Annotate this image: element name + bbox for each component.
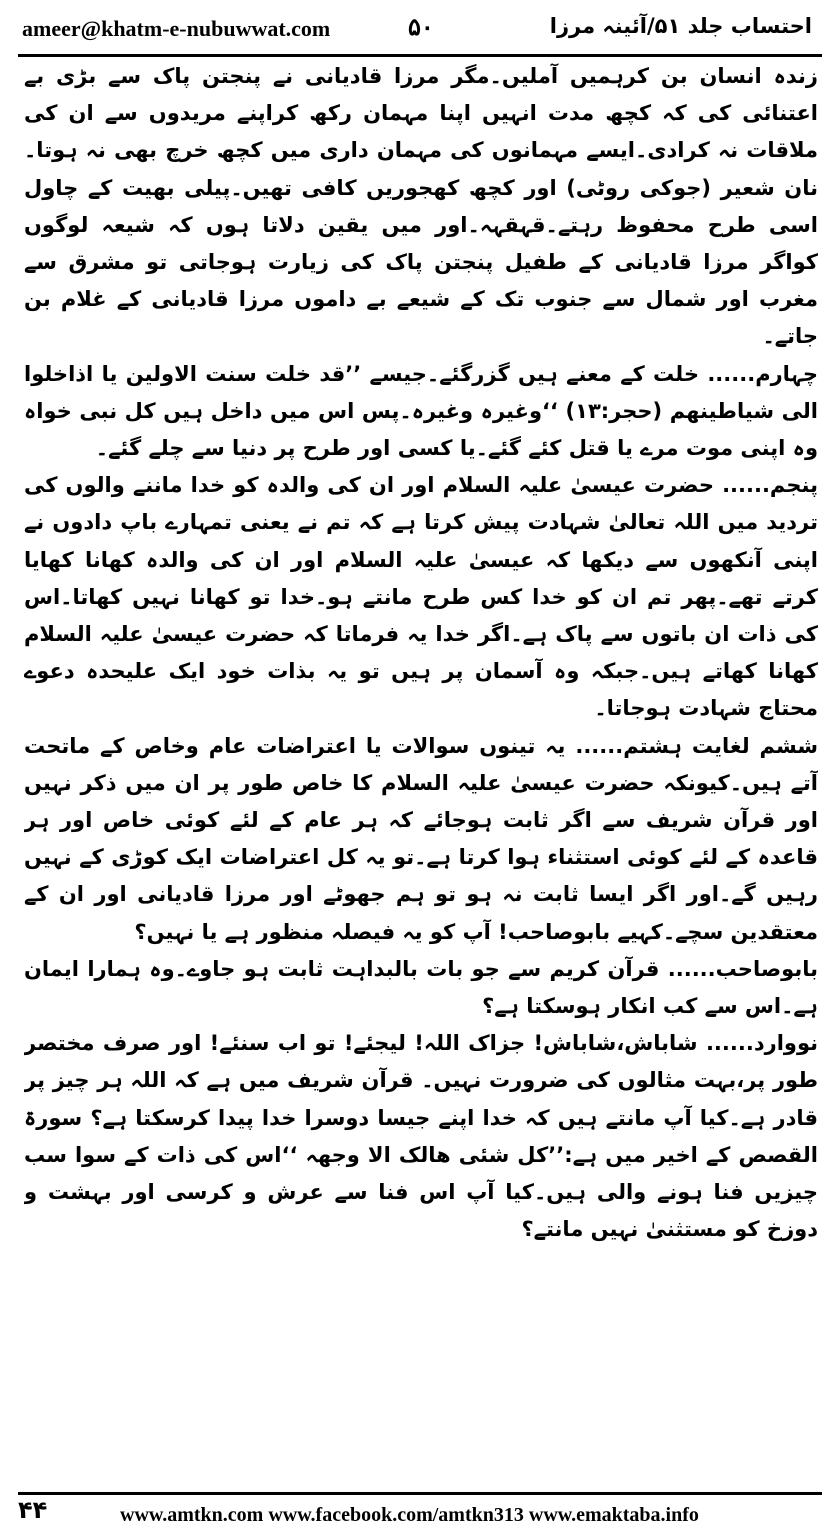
page-header [0,0,840,56]
paragraph: پنجم...... حضرت عیسیٰ علیہ السلام اور ان کی والدہ کو خدا ماننے والوں کی تردید میں اللہ تعالیٰ شہادت پیش کرتا ہے کہ تم نے یعنی تمہارے باپ دادوں نے اپنی آنکھوں سے دیکھا کہ عیسیٰ علیہ السلام اور ان کی والدہ کھانا کھایا کرتے تھے۔پھر تم ان کو خدا کس طرح مانتے ہو۔خدا تو کھانا نہیں کھاتا۔اس کی ذات ان باتوں سے پاک ہے۔اگر خدا یہ فرماتا کہ حضرت عیسیٰ علیہ السلام کھانا کھاتے ہیں۔جبکہ وہ آسمان پر ہیں تو یہ بذات خود ایک علیحدہ دعوے محتاج شہادت ہوجاتا۔ [24,473,818,721]
paragraph: ششم لغایت ہشتم...... یہ تینوں سوالات یا اعتراضات عام وخاص کے ماتحت آتے ہیں۔کیونکہ حضرت عیسیٰ علیہ السلام کا خاص طور پر ان میں ذکر نہیں اور قرآن شریف سے اگر ثابت ہوجائے کہ ہر عام کے لئے کوئی خاص اور ہر قاعدہ کے لئے کوئی استثناء ہوا کرتا ہے۔تو یہ کل اعتراضات ایک کوڑی کے نہیں رہیں گے۔اور اگر ایسا ثابت نہ ہو تو ہم جھوٹے اور مرزا قادیانی اور ان کے معتقدین سچے۔کہیے بابوصاحب! آپ کو یہ فیصلہ منظور ہے یا نہیں؟ [24,733,818,944]
page-number: ۵۰ [408,12,434,41]
paragraph: نووارد...... شاباش،شاباش! جزاک اللہ! لیجئے! تو اب سنئے! اور صرف مختصر طور پر،بہت مثالوں کی ضرورت نہیں۔ قرآن شریف میں ہے کہ اللہ ہر چیز پر قادر ہے۔کیا آپ مانتے ہیں کہ خدا اپنے جیسا دوسرا خدا پیدا کرسکتا ہے؟ سورۃ القصص کے اخیر میں ہے:’’کل شئی ھالک الا وجھہ ‘‘اس کی ذات کے سوا سب چیزیں فنا ہونے والی ہیں۔کیا آپ اس فنا سے عرش و کرسی اور بہشت و دوزخ کو مستثنیٰ نہیں مانتے؟ [24,1031,818,1242]
book-title: احتساب جلد ۵۱/آئینہ مرزا [549,14,812,38]
paragraph: چہارم...... خلت کے معنے ہیں گزرگئے۔جیسے ’’قد خلت سنت الاولین یا اذاخلوا الی شیاطینھم (حجر:۱۳) ‘‘وغیرہ وغیرہ۔پس اس میں داخل ہیں کل نبی خواہ وہ اپنی موت مرے یا قتل کئے گئے۔یا کسی اور طرح پر دنیا سے چلے گئے۔ [24,361,818,461]
footer-rule [18,1492,822,1495]
header-email: ameer@khatm-e-nubuwwat.com [22,16,331,41]
footer-page-number: ۴۴ [18,1496,48,1524]
header-rule [18,54,822,57]
page-body [24,58,818,1428]
paragraph: بابوصاحب...... قرآن کریم سے جو بات بالبداہت ثابت ہو جاوے۔وہ ہمارا ایمان ہے۔اس سے کب انکار ہوسکتا ہے؟ [24,956,818,1019]
footer-links: www.amtkn.com www.facebook.com/amtkn313 www.emaktaba.info [120,1504,699,1526]
paragraph: زندہ انسان بن کرہمیں آملیں۔مگر مرزا قادیانی نے پنجتن پاک سے بڑی بے اعتنائی کی کہ کچھ مدت انہیں اپنا مہمان رکھ کراپنے مریدوں سے ان کی ملاقات نہ کرادی۔ایسے مہمانوں کی مہمان داری میں کچھ خرچ بھی نہ ہوتا۔نان شعیر (جوکی روٹی) اور کچھ کھجوریں کافی تھیں۔پیلی بھیت کے چاول اسی طرح محفوظ رہتے۔قہقہہ۔اور میں یقین دلاتا ہوں کہ شیعہ لوگوں کواگر مرزا قادیانی کے طفیل پنجتن پاک کی زیارت ہوجاتی تو مشرق سے مغرب اور شمال سے جنوب تک کے شیعے بے داموں مرزا قادیانی کے غلام بن جاتے۔ [24,64,818,349]
